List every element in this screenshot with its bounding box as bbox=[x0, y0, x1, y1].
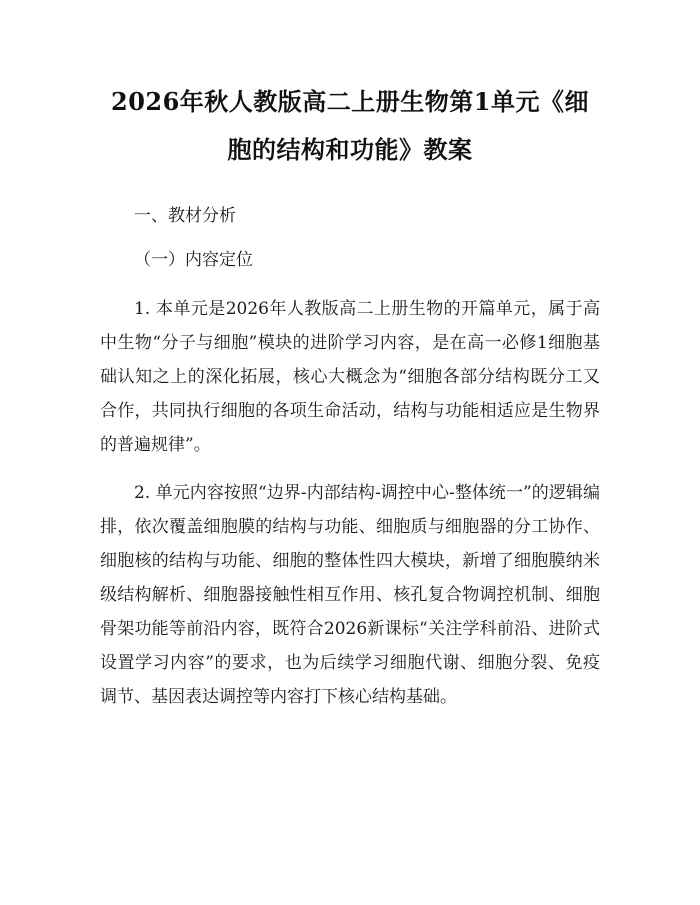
section-heading: 一、教材分析 bbox=[134, 206, 236, 226]
document-title: 2026年秋人教版高二上册生物第1单元《细胞的结构和功能》教案 bbox=[111, 87, 589, 164]
paragraph-1: 1. 本单元是2026年人教版高二上册生物的开篇单元，属于高中生物“分子与细胞”模块的进阶学习内容，是在高一必修1细胞基础认知之上的深化拓展，核心大概念为“细胞各部分结构既分工又合作，共同执行细胞的各项生命活动，结构与功能相适应是生物界的普遍规律”。 bbox=[100, 299, 600, 455]
subsection-heading: （一）内容定位 bbox=[134, 250, 253, 270]
paragraph-2: 2. 单元内容按照“边界-内部结构-调控中心-整体统一”的逻辑编排，依次覆盖细胞膜的结构与功能、细胞质与细胞器的分工协作、细胞核的结构与功能、细胞的整体性四大模块，新增了细胞膜纳米级结构解析、细胞器接触性相互作用、核孔复合物调控机制、细胞骨架功能等前沿内容，既符合2026新课标“关注学科前沿、进阶式设置学习内容”的要求，也为后续学习细胞代谢、细胞分裂、免疫调节、基因表达调控等内容打下核心结构基础。 bbox=[100, 483, 600, 707]
